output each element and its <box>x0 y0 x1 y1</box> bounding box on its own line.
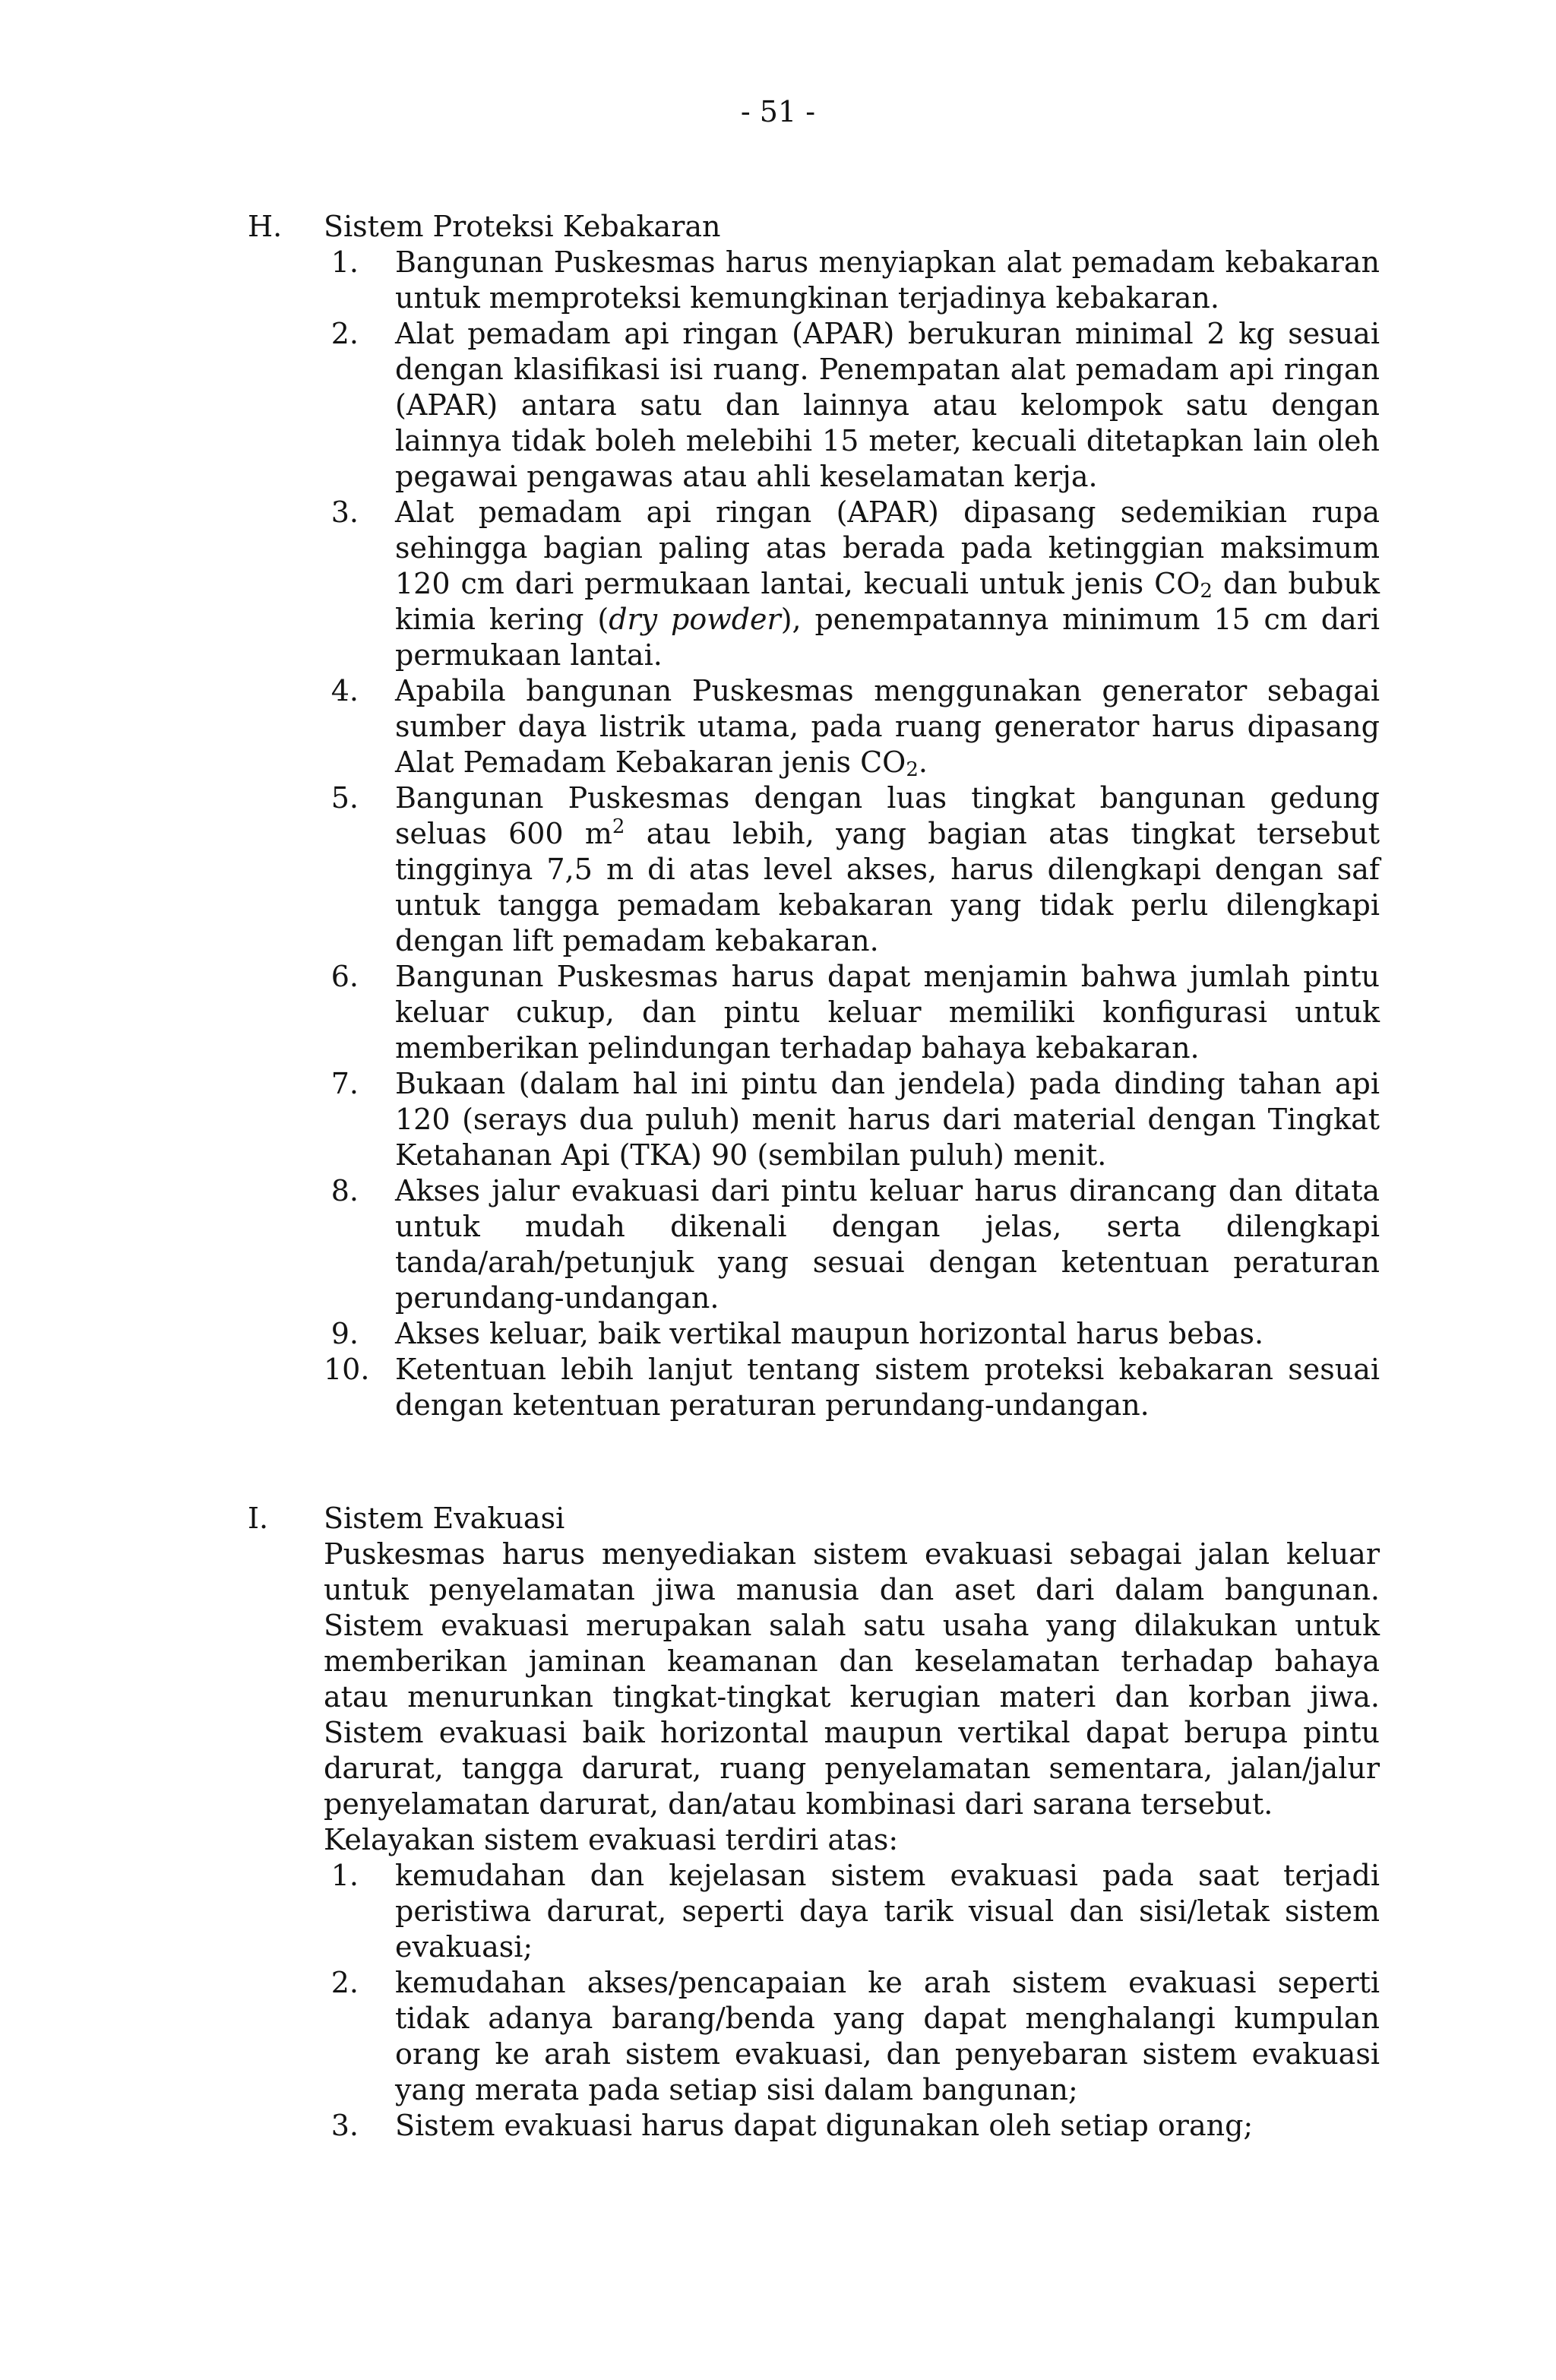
item-text: Ketentuan lebih lanjut tentang sistem proteksi kebakaran sesuai dengan ketentuan peraturan perundang-undangan. <box>395 1353 1380 1422</box>
section-letter: H. <box>248 210 283 243</box>
numbered-list <box>324 245 1380 1423</box>
list-lead-in: Kelayakan sistem evakuasi terdiri atas: <box>324 1823 899 1856</box>
italic-term: dry powder <box>609 603 781 636</box>
list-item <box>324 1352 1380 1423</box>
item-text: kemudahan akses/pencapaian ke arah sistem evakuasi seperti tidak adanya barang/benda yang dapat menghalangi kumpulan orang ke arah sistem evakuasi, dan penyebaran sistem evakuasi yang merata pada setiap sisi dalam bangunan; <box>395 1966 1380 2106</box>
section-title: Sistem Proteksi Kebakaran <box>324 210 721 243</box>
list-item <box>324 316 1380 495</box>
item-text: dan bubuk kimia kering ( <box>395 567 1380 636</box>
item-text: Bangunan Puskesmas harus dapat menjamin bahwa jumlah pintu keluar cukup, dan pintu keluar memiliki konfigurasi untuk memberikan pelindungan terhadap bahaya kebakaran. <box>395 960 1380 1065</box>
item-number: 1. <box>330 245 359 279</box>
list-item <box>324 780 1380 959</box>
section-title: Sistem Evakuasi <box>324 1502 565 1535</box>
item-number: 2. <box>330 1966 359 1999</box>
list-item <box>324 1965 1380 2108</box>
list-item <box>324 2108 1380 2144</box>
item-number: 3. <box>330 2109 359 2142</box>
list-item <box>324 1066 1380 1173</box>
page-number: - 51 - <box>740 95 816 128</box>
list-item <box>324 1858 1380 1965</box>
item-text: Akses jalur evakuasi dari pintu keluar harus dirancang dan ditata untuk mudah dikenali dengan jelas, serta dilengkapi tanda/arah/petunjuk yang sesuai dengan ketentuan peraturan perundang-undangan. <box>395 1174 1380 1315</box>
list-item <box>324 673 1380 780</box>
item-text: Bangunan Puskesmas harus menyiapkan alat pemadam kebakaran untuk memproteksi kemungkinan terjadinya kebakaran. <box>395 245 1380 315</box>
section-body <box>248 245 1380 1423</box>
list-item <box>324 959 1380 1066</box>
item-text: Akses keluar, baik vertikal maupun horizontal harus bebas. <box>395 1317 1264 1350</box>
item-text: Sistem evakuasi harus dapat digunakan oleh setiap orang; <box>395 2109 1254 2142</box>
item-text: Bukaan (dalam hal ini pintu dan jendela) pada dinding tahan api 120 (serays dua puluh) menit harus dari material dengan Tingkat Ketahanan Api (TKA) 90 (sembilan puluh) menit. <box>395 1067 1380 1172</box>
item-number: 8. <box>330 1174 359 1207</box>
item-number: 7. <box>330 1067 359 1100</box>
item-text: Apabila bangunan Puskesmas menggunakan generator sebagai sumber daya listrik utama, pada ruang generator harus dipasang Alat Pemadam Kebakaran jenis CO <box>395 674 1380 779</box>
list-item <box>324 245 1380 316</box>
section-evacuation <box>248 1501 1380 2144</box>
item-number: 9. <box>330 1317 359 1350</box>
item-text: . <box>918 745 928 779</box>
item-text: kemudahan dan kejelasan sistem evakuasi pada saat terjadi peristiwa darurat, seperti daya tarik visual dan sisi/letak sistem evakuasi; <box>395 1859 1380 1964</box>
item-number: 2. <box>330 317 359 350</box>
superscript: 2 <box>612 815 625 838</box>
section-heading <box>248 209 1380 245</box>
list-item <box>324 1316 1380 1352</box>
item-number: 10. <box>324 1353 370 1386</box>
item-number: 6. <box>330 960 359 993</box>
item-text: ), penempatannya minimum 15 cm dari permukaan lantai. <box>395 603 1380 672</box>
item-number: 5. <box>330 781 359 815</box>
section-body <box>248 1537 1380 2144</box>
item-text: Alat pemadam api ringan (APAR) dipasang sedemikian rupa sehingga bagian paling atas berada pada ketinggian maksimum 120 cm dari permukaan lantai, kecuali untuk jenis CO <box>395 495 1380 600</box>
item-text: Alat pemadam api ringan (APAR) berukuran minimal 2 kg sesuai dengan klasifikasi isi ruang. Penempatan alat pemadam api ringan (APAR) antara satu dan lainnya atau kelompok satu dengan lainnya tidak boleh melebihi 15 meter, kecuali ditetapkan lain oleh pegawai pengawas atau ahli keselamatan kerja. <box>395 317 1380 493</box>
section-fire-protection <box>248 209 1380 1423</box>
body-paragraph: Puskesmas harus menyediakan sistem evakuasi sebagai jalan keluar untuk penyelamatan jiwa manusia dan aset dari dalam bangunan. Sistem evakuasi merupakan salah satu usaha yang dilakukan untuk memberikan jaminan keamanan dan keselamatan terhadap bahaya atau menurunkan tingkat-tingkat kerugian materi dan korban jiwa. Sistem evakuasi baik horizontal maupun vertikal dapat berupa pintu darurat, tangga darurat, ruang penyelamatan sementara, jalan/jalur penyelamatan darurat, dan/atau kombinasi dari sarana tersebut. <box>324 1537 1380 1821</box>
numbered-list <box>324 1858 1380 2144</box>
list-item <box>324 1173 1380 1316</box>
item-text: atau lebih, yang bagian atas tingkat tersebut tingginya 7,5 m di atas level akses, harus dilengkapi dengan saf untuk tangga pemadam kebakaran yang tidak perlu dilengkapi dengan lift pemadam kebakaran. <box>395 817 1380 957</box>
subscript: 2 <box>1200 580 1213 603</box>
section-heading <box>248 1501 1380 1537</box>
item-text: Bangunan Puskesmas dengan luas tingkat bangunan gedung seluas 600 m <box>395 781 1380 850</box>
subscript: 2 <box>906 758 919 781</box>
item-number: 3. <box>330 495 359 529</box>
list-item <box>324 495 1380 673</box>
item-number: 1. <box>330 1859 359 1892</box>
section-letter: I. <box>248 1502 269 1535</box>
item-number: 4. <box>330 674 359 707</box>
